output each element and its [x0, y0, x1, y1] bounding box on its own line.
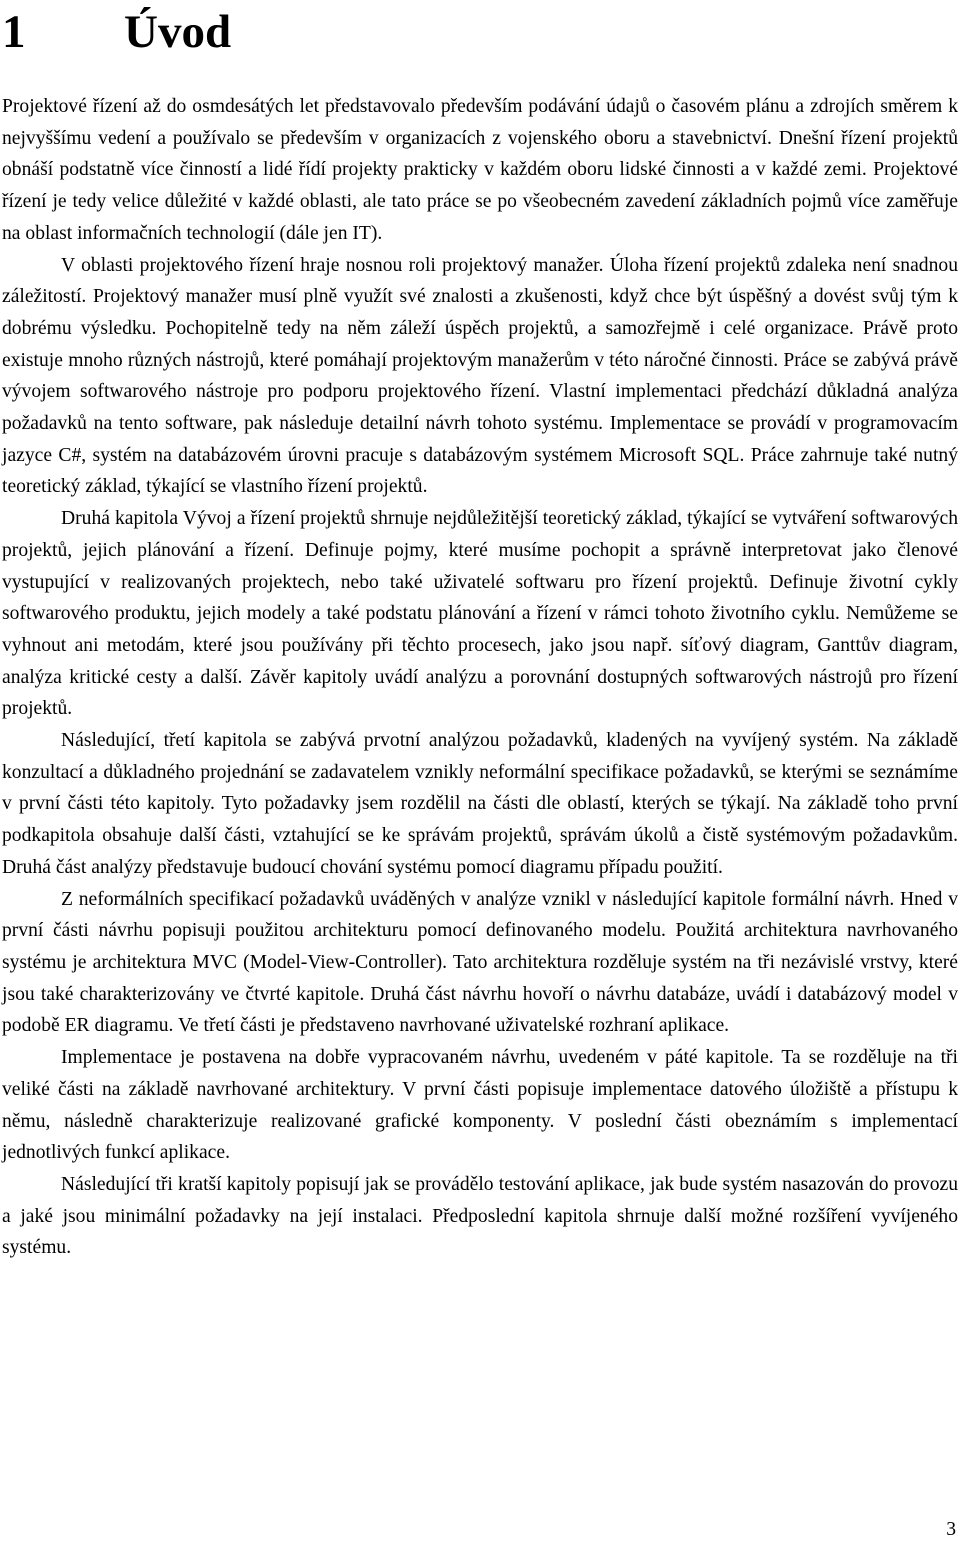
paragraph: Následující, třetí kapitola se zabývá prvotní analýzou požadavků, kladených na vyvíjený systém. Na základě konzultací a důkladného projednání se zadavatelem vznikly neformální specifikace požadavků, se kterými se seznámíme v první části této kapitoly. Tyto požadavky jsem rozdělil na části dle oblastí, kterých se týkají. Na základě toho první podkapitola obsahuje další části, vztahující se ke správám projektů, správám úkolů a čistě systémovým požadavkům. Druhá část analýzy představuje budoucí chování systému pomocí diagramu případu použití. — [2, 730, 958, 878]
paragraph: V oblasti projektového řízení hraje nosnou roli projektový manažer. Úloha řízení projektů zdaleka není snadnou záležitostí. Projektový manažer musí plně využít své znalosti a zkušenosti, když chce být úspěšný a dovést svůj tým k dobrému výsledku. Pochopitelně tedy na něm záleží úspěch projektů, a samozřejmě i celé organizace. Právě proto existuje mnoho různých nástrojů, které pomáhají projektovým manažerům v této náročné činnosti. Práce se zabývá právě vývojem softwarového nástroje pro podporu projektového řízení. Vlastní implementaci předchází důkladná analýza požadavků na tento software, pak následuje detailní návrh tohoto systému. Implementace se provádí v programovacím jazyce C#, systém na databázovém úrovni pracuje s databázovým systémem Microsoft SQL. Práce zahrnuje také nutný teoretický základ, týkající se vlastního řízení projektů. — [2, 254, 958, 498]
chapter-title: Úvod — [124, 6, 232, 58]
paragraph: Z neformálních specifikací požadavků uváděných v analýze vznikl v následující kapitole formální návrh. Hned v první části návrhu popisuji použitou architekturu pomocí definovaného modelu. Použitá architektura navrhovaného systému je architektura MVC (Model-View-Controller). Tato architektura rozděluje systém na tři nezávislé vrstvy, které jsou také charakterizovány ve čtvrté kapitole. Druhá část návrhu hovoří o návrhu databáze, uvádí i databázový model v podobě ER diagramu. Ve třetí části je představeno navrhované uživatelské rozhraní aplikace. — [2, 888, 958, 1037]
page-number: 3 — [946, 1519, 956, 1540]
paragraph: Implementace je postavena na dobře vypracovaném návrhu, uvedeném v páté kapitole. Ta se rozděluje na tři veliké části na základě navrhované architektury. V první části popisuje implementace datového úložiště a přístupu k němu, následně charakterizuje realizované grafické komponenty. V poslední části obeznámím s implementací jednotlivých funkcí aplikace. — [2, 1047, 958, 1164]
paragraph: Projektové řízení až do osmdesátých let představovalo především podávání údajů o časovém plánu a zdrojích směrem k nejvyššímu vedení a používalo se především v organizacích z vojenského oboru a stavebnictví. Dnešní řízení projektů obnáší podstatně více činností a lidé řídí projekty prakticky v každém oboru lidské činnosti a v každé zemi. Projektové řízení je tedy velice důležité v každé oblasti, ale tato práce se po všeobecném zavedení základních pojmů více zaměřuje na oblast informačních technologií (dále jen IT). — [2, 96, 958, 244]
body-text — [2, 91, 958, 1264]
paragraph: Druhá kapitola Vývoj a řízení projektů shrnuje nejdůležitější teoretický základ, týkající se vytváření softwarových projektů, jejich plánování a řízení. Definuje pojmy, které musíme pochopit a správně interpretovat jako členové vystupující v realizovaných projektech, nebo také uživatelé softwaru pro řízení projektů. Definuje životní cykly softwarového produktu, jejich modely a také podstatu plánování a řízení v rámci tohoto životního cyklu. Nemůžeme se vyhnout ani metodám, které jsou používány při těchto procesech, jako jsou např. síťový diagram, Ganttův diagram, analýza kritické cesty a další. Závěr kapitoly uvádí analýzu a porovnání dostupných softwarových nástrojů pro řízení projektů. — [2, 508, 958, 720]
chapter-number: 1 — [2, 6, 26, 58]
paragraph: Následující tři kratší kapitoly popisují jak se provádělo testování aplikace, jak bude systém nasazován do provozu a jaké jsou minimální požadavky na její instalaci. Předposlední kapitola shrnuje další možné rozšíření vyvíjeného systému. — [2, 1173, 958, 1259]
chapter-heading — [2, 2, 231, 62]
